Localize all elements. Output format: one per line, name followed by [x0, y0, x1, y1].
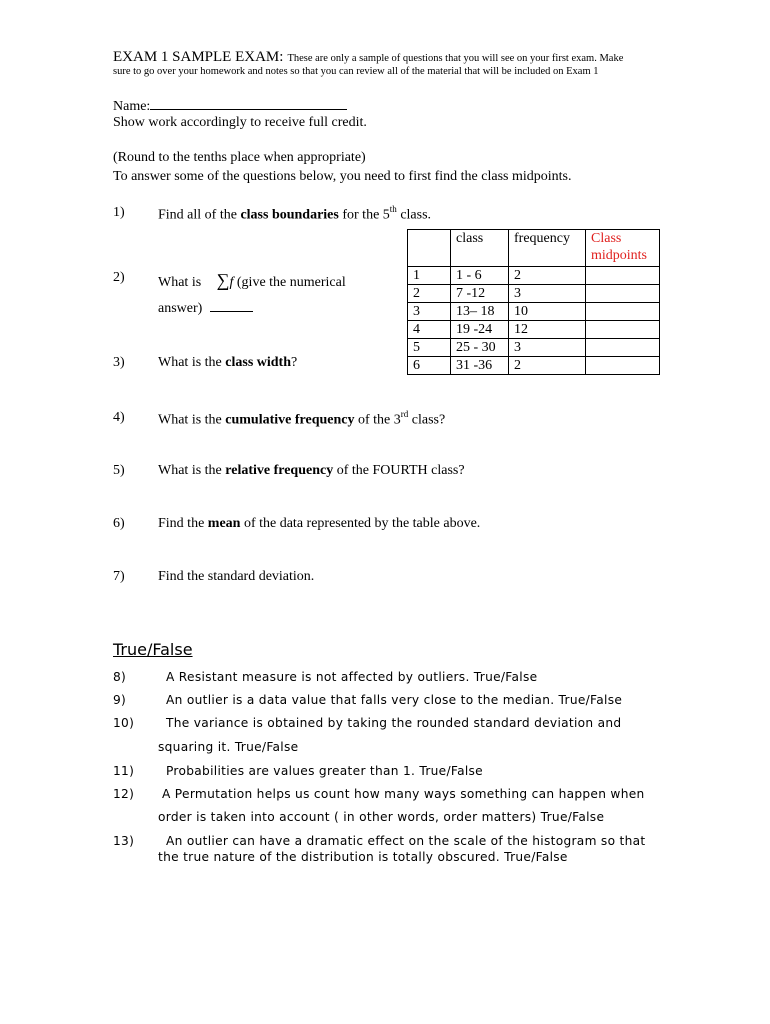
question-text: What is: [158, 275, 202, 290]
tf-question-13: An outlier can have a dramatic effect on the scale of the histogram so that: [166, 834, 646, 848]
midpoint-cell[interactable]: [586, 267, 660, 285]
question-number: 7): [113, 569, 125, 584]
table-cell: 3: [509, 285, 586, 303]
question-number: 10): [113, 716, 135, 730]
question-number: 5): [113, 463, 125, 478]
tf-question-10: The variance is obtained by taking the rounded standard deviation and: [166, 716, 622, 730]
question-number: 2): [113, 270, 125, 285]
tf-question-8: A Resistant measure is not affected by outliers. True/False: [166, 670, 538, 684]
table-cell: 6: [408, 357, 451, 375]
question-number: 11): [113, 764, 135, 778]
question-keyword: class width: [225, 355, 291, 370]
exam-title: EXAM 1 SAMPLE EXAM:: [113, 49, 284, 65]
question-number: 1): [113, 205, 125, 220]
table-cell: 7 -12: [451, 285, 509, 303]
exam-header-line1: [113, 48, 623, 66]
question-text: What is the: [158, 412, 226, 428]
tf-question-12: A Permutation helps us count how many ways something can happen when: [162, 787, 645, 801]
tf-question-13-line2: the true nature of the distribution is totally obscured. True/False: [158, 850, 568, 864]
midpoint-cell[interactable]: [586, 357, 660, 375]
summation-symbol: ∑: [216, 270, 230, 290]
table-cell: 5: [408, 339, 451, 357]
question-text: of the FOURTH class?: [333, 463, 465, 478]
midpoint-cell[interactable]: [586, 303, 660, 321]
table-cell: 25 - 30: [451, 339, 509, 357]
question-number: 9): [113, 693, 127, 707]
superscript: rd: [400, 409, 409, 419]
table-cell: 2: [509, 357, 586, 375]
midpoint-note: To answer some of the questions below, you need to first find the class midpoints.: [113, 169, 572, 184]
true-false-heading: True/False: [113, 640, 193, 659]
question-keyword: relative frequency: [225, 463, 334, 478]
question-number: 12): [113, 787, 135, 801]
table-cell: 10: [509, 303, 586, 321]
tf-question-9: An outlier is a data value that falls very close to the median. True/False: [166, 693, 623, 707]
table-cell: 1 - 6: [451, 267, 509, 285]
question-text: class.: [396, 207, 432, 223]
answer-blank-line[interactable]: [210, 301, 253, 312]
question-text: answer): [158, 301, 203, 316]
midpoint-cell[interactable]: [586, 285, 660, 303]
question-text: ?: [291, 355, 298, 370]
midpoint-cell[interactable]: [586, 321, 660, 339]
table-cell: 13– 18: [451, 303, 509, 321]
question-1: [158, 205, 431, 224]
question-keyword: class boundaries: [240, 207, 339, 223]
table-header-cell: class: [451, 230, 509, 267]
tf-question-10-line2: squaring it. True/False: [158, 740, 299, 754]
table-cell: 12: [509, 321, 586, 339]
table-cell: 19 -24: [451, 321, 509, 339]
question-text: (give the numerical: [233, 275, 346, 290]
question-text: for the 5: [338, 207, 390, 223]
question-number: 3): [113, 355, 125, 370]
question-number: 4): [113, 410, 125, 425]
question-6: [158, 516, 480, 532]
table-cell: 2: [509, 267, 586, 285]
midpoint-cell[interactable]: [586, 339, 660, 357]
table-cell: 31 -36: [451, 357, 509, 375]
name-blank-line[interactable]: [150, 96, 347, 110]
table-header-cell: Class midpoints: [586, 230, 660, 267]
question-number: 13): [113, 834, 135, 848]
table-cell: 2: [408, 285, 451, 303]
table-row: [408, 285, 660, 303]
table-header-cell: [408, 230, 451, 267]
question-text: of the 3: [354, 412, 401, 428]
question-number: 6): [113, 516, 125, 531]
table-row: [408, 357, 660, 375]
table-row: [408, 267, 660, 285]
question-text: What is the: [158, 463, 226, 478]
question-7: Find the standard deviation.: [158, 569, 315, 584]
table-row: [408, 321, 660, 339]
question-2: [158, 270, 346, 291]
table-cell: 3: [509, 339, 586, 357]
table-cell: 3: [408, 303, 451, 321]
exam-note-line2: sure to go over your homework and notes so that you can review all of the material that will be included on Exam 1: [113, 66, 599, 77]
question-number: 8): [113, 670, 127, 684]
question-4: [158, 410, 445, 429]
exam-note-line1: These are only a sample of questions that you will see on your first exam. Make: [287, 53, 624, 64]
name-label: Name:: [113, 99, 151, 114]
table-row: [408, 339, 660, 357]
question-2-line2: [158, 301, 253, 317]
tf-question-11: Probabilities are values greater than 1. True/False: [166, 764, 483, 778]
question-text: Find all of the: [158, 207, 241, 223]
question-keyword: cumulative frequency: [225, 412, 355, 428]
table-cell: 4: [408, 321, 451, 339]
question-3: [158, 355, 297, 371]
table-header-row: [408, 230, 660, 267]
frequency-variable: f: [229, 275, 234, 290]
question-text: class?: [408, 412, 446, 428]
question-5: [158, 463, 465, 479]
table-header-cell: frequency: [509, 230, 586, 267]
question-text: of the data represented by the table above.: [240, 516, 481, 531]
superscript: th: [389, 204, 397, 214]
name-field[interactable]: [113, 96, 347, 115]
tf-question-12-line2: order is taken into account ( in other words, order matters) True/False: [158, 810, 605, 824]
frequency-table: [407, 229, 660, 375]
question-keyword: mean: [207, 516, 241, 531]
show-work-instruction: Show work accordingly to receive full credit.: [113, 115, 367, 130]
round-note: (Round to the tenths place when appropriate): [113, 150, 366, 165]
table-row: [408, 303, 660, 321]
table-cell: 1: [408, 267, 451, 285]
question-text: Find the: [158, 516, 208, 531]
question-text: What is the: [158, 355, 226, 370]
